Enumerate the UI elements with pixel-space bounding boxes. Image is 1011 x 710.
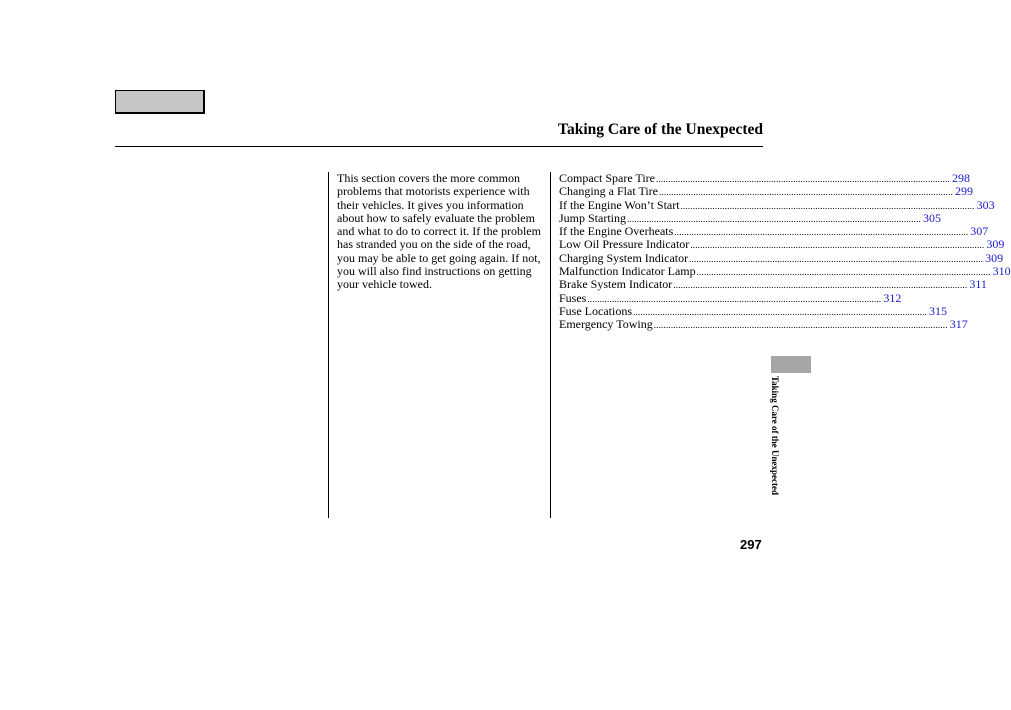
toc-item[interactable] — [559, 224, 989, 239]
toc-item-label: If the Engine Overheats — [559, 224, 674, 239]
toc-item-label: Fuse Locations — [559, 303, 632, 318]
toc-leader-dots: ........................................................................................................................ — [633, 306, 927, 317]
toc-item[interactable] — [559, 277, 987, 292]
toc-page-link[interactable]: 309 — [986, 237, 1005, 252]
toc-leader-dots: ........................................................................................................................ — [673, 280, 968, 291]
table-of-contents — [559, 171, 1011, 332]
toc-item-label: Charging System Indicator — [559, 250, 689, 265]
toc-item[interactable] — [559, 264, 1011, 279]
section-thumb-tab[interactable] — [771, 356, 811, 373]
column-divider-left — [328, 172, 329, 518]
toc-page-link[interactable]: 298 — [952, 171, 970, 185]
toc-page-link[interactable]: 315 — [929, 303, 947, 318]
toc-item-label: Jump Starting — [559, 210, 627, 225]
toc-item[interactable] — [559, 210, 942, 225]
toc-item[interactable] — [559, 184, 974, 199]
toc-item[interactable] — [559, 171, 970, 185]
toc-page-link[interactable]: 310 — [992, 264, 1011, 279]
toc-page-link[interactable]: 317 — [949, 317, 968, 332]
toc-page-link[interactable]: 309 — [985, 250, 1004, 265]
toc-page-link[interactable]: 311 — [969, 277, 987, 292]
toc-item[interactable] — [559, 317, 968, 332]
toc-leader-dots: ........................................................................................................................ — [587, 293, 882, 304]
toc-item[interactable] — [559, 303, 947, 318]
column-divider-right — [550, 172, 551, 518]
section-intro-text: This section covers the more common problems that motorists experience with their vehicles. It gives you information about how to safely evaluate the problem and what to do to correct it. If the problem has stranded you on the side of the road, you may be able to get going again. If not, you will also find instructions on getting your vehicle towed. — [337, 171, 541, 292]
toc-page-link[interactable]: 305 — [923, 210, 942, 225]
toc-page-link[interactable]: 312 — [883, 290, 902, 305]
page-title: Taking Care of the Unexpected — [558, 121, 763, 138]
toc-item-label: Low Oil Pressure Indicator — [559, 237, 690, 252]
toc-leader-dots: ........................................................................................................................ — [656, 174, 950, 184]
toc-leader-dots: ........................................................................................................................ — [696, 267, 991, 278]
toc-item[interactable] — [559, 250, 1004, 265]
toc-page-link[interactable]: 299 — [955, 184, 974, 199]
toc-leader-dots: ........................................................................................................................ — [653, 320, 948, 331]
toc-item-label: Malfunction Indicator Lamp — [559, 264, 696, 279]
toc-item-label: Compact Spare Tire — [559, 171, 655, 185]
toc-leader-dots: ........................................................................................................................ — [627, 213, 922, 224]
toc-leader-dots: ........................................................................................................................ — [689, 253, 984, 264]
section-side-label: Taking Care of the Unexpected — [770, 376, 780, 495]
toc-item[interactable] — [559, 197, 995, 212]
page-number: 297 — [740, 537, 762, 552]
toc-item-label: Brake System Indicator — [559, 277, 673, 292]
toc-item[interactable] — [559, 290, 902, 305]
toc-page-link[interactable]: 307 — [970, 224, 989, 239]
toc-leader-dots: ........................................................................................................................ — [674, 227, 969, 238]
toc-item-label: Fuses — [559, 290, 587, 305]
toc-leader-dots: ........................................................................................................................ — [690, 240, 985, 251]
toc-leader-dots: ........................................................................................................................ — [680, 200, 975, 211]
toc-item-label: Changing a Flat Tire — [559, 184, 659, 199]
toc-item-label: Emergency Towing — [559, 317, 653, 332]
main-menu-button[interactable] — [115, 90, 205, 114]
toc-item-label: If the Engine Won’t Start — [559, 197, 680, 212]
toc-leader-dots: ........................................................................................................................ — [659, 187, 954, 198]
toc-item[interactable] — [559, 237, 1005, 252]
header-divider — [115, 146, 763, 147]
toc-page-link[interactable]: 303 — [976, 197, 995, 212]
